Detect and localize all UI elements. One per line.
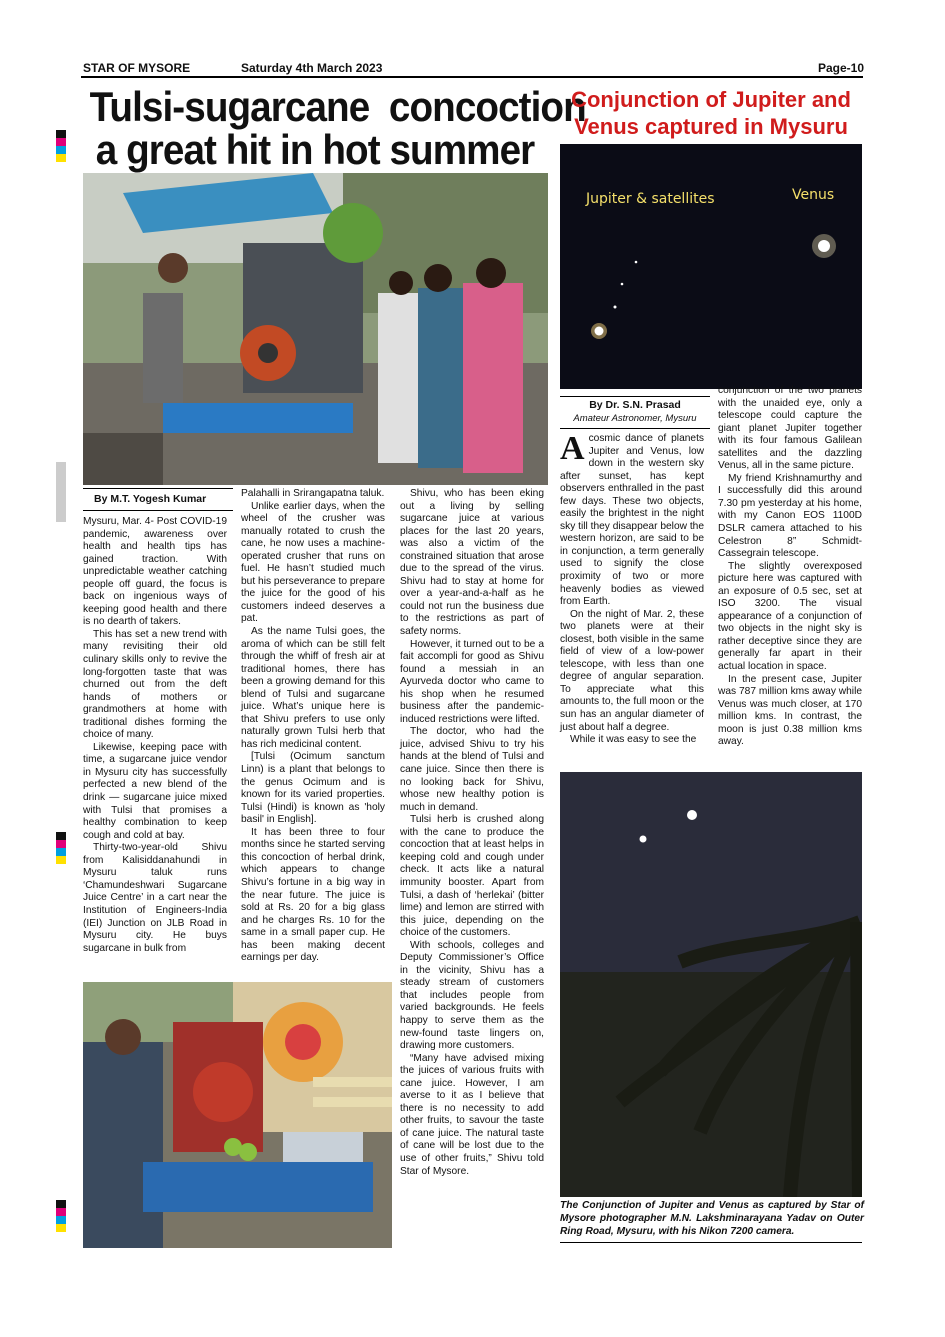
story1-col3-para: With schools, colleges and Deputy Commissioner’s Office in the vicinity, Shivu has a steady stream of customers that includes people from varied backgrounds. He feels happy to serve them as the new-found taste lingers on, drawing more customers. [400, 939, 544, 1052]
telescope-photo [560, 144, 862, 389]
story1-col2-para: As the name Tulsi goes, the aroma of which can be still felt through the whiff of fresh air at traditional homes, there has been a growing demand for this blend of Tulsi and sugarcane juice. What’s unique here is that Shivu prefers to use only naturally grown Tulsi herb that has rich medicinal content. [241, 626, 385, 750]
story1-byline: By M.T. Yogesh Kumar [94, 493, 207, 505]
story2-col2-para: conjunction of the two planets with the unaided eye, only a telescope could capture the giant planet Jupiter together with its four famous Galilean satellites and the dazzling Venus, all in the same picture. [718, 385, 862, 472]
story1-col2-para: Unlike earlier days, when the wheel of the crusher was manually rotated to crush the cane, he now uses a machine-operated crusher that runs on fuel. He hasn’t studied much but his perseverance to prepare the juice for the good of his customers indeed deserves a pat. [241, 500, 385, 625]
story1-col1-para: Mysuru, Mar. 4- Post COVID-19 pandemic, awareness over health and health tips has gained traction. With unpredictable weather catching people off guard, the focus is back on ingenious ways of keeping good health and there is no dearth of takers. [83, 516, 227, 628]
story2-byline-role: Amateur Astronomer, Mysuru [573, 413, 697, 424]
story1-col2-para: It has been three to four months since he started serving this concoction of herbal drink, which appears to change Shivu’s fortune in a big way in the near future. The juice is sold at Rs. 20 for a big glass and he charges Rs. 10 for the same in a small paper cup. He has been making decent earnings per day. [241, 826, 385, 964]
photo-label-venus: Venus [792, 187, 835, 203]
story1-col1-para: This has set a new trend with many revisiting their old culinary skills only to revive the long-forgotten taste that was churned out from the deft hands of mothers or grandmothers at home with traditional dishes forming the choice of many. [83, 628, 227, 741]
story1-col3-para: Tulsi herb is crushed along with the cane to produce the concoction that at least helps in keeping cold and cough under check. It acts like a natural immunity booster. Apart from Tulsi, a dash of ‘herlekai’ (bitter lime) and lemon are stirred with this juice, depending on the choice of the customers. [400, 814, 544, 939]
night-sky-caption: The Conjunction of Jupiter and Venus as captured by Star of Mysore photographer M.N. Lakshminarayana Yadav on Outer Ring Road, Mysuru, with his Nikon 7200 camera. [560, 1200, 864, 1237]
story1-col1-para: Likewise, keeping pace with time, a sugarcane juice vendor in Mysuru city has successfully perfected a new blend of the drink — sugarcane juice mixed with Tulsi that promises a healthy combination to keep cough and cold at bay. [83, 741, 227, 841]
registration-marks-bottom [56, 1200, 66, 1232]
issue-date: Saturday 4th March 2023 [241, 61, 383, 75]
story1-column-1 [83, 516, 227, 955]
story2-col2-para: The slightly overexposed picture here was captured with an exposure of 0.5 sec, set at ISO 3200. The visual appearance of a conjunction of two objects in the night sky is rather deceptive since they are generally far apart in their actual location in space. [718, 560, 862, 673]
story1-headline-line2: a great hit in hot summer [95, 126, 535, 173]
story1-byline-rule [83, 488, 233, 489]
registration-marks-top [56, 130, 66, 162]
story2-headline-line1: Conjunction of Jupiter and [571, 87, 851, 112]
story1-col2-para: Palahalli in Srirangapatna taluk. [241, 488, 385, 499]
night-sky-photo [560, 772, 862, 1197]
story2-byline: By Dr. S.N. Prasad [589, 399, 681, 411]
story2-col2-para: In the present case, Jupiter was 787 million kms away while Venus was much closer, at 170 million kms. In contrast, the moon is just 0.38 million kms away. [718, 673, 862, 748]
story2-column-1 [560, 430, 704, 747]
juice-cart-photo [83, 173, 548, 485]
story1-col3-para: However, it turned out to be a fait accompli for good as Shivu found a messiah in an Ayurveda doctor who came to his shop when he resumed business after the pandemic-induced restrictions were lifted. [400, 638, 544, 725]
header-rule [81, 76, 863, 78]
registration-marks-middle [56, 462, 66, 522]
drop-cap: A [560, 430, 585, 467]
masthead-name: STAR OF MYSORE [83, 61, 191, 75]
story2-col1-para [560, 430, 704, 609]
story2-byline-rule [560, 396, 710, 397]
story1-col3-para: Shivu, who has been eking out a living by selling sugarcane juice at various places for the last 20 years, was also a victim of the constrained situation that arose due to the spread of the virus. Shivu had to stay at home for over a year-and-a-half as he could not run the business due to the restrictions as part of safety norms. [400, 488, 544, 638]
story2-col1-first-text: cosmic dance of planets Jupiter and Venus, low down in the western sky after sunset, has kept observers enthralled in the past few days. These two objects, easily the brightest in the night sky till they disappear below the western horizon, are said to be in conjunction, a term generally used to signify the close proximity of two or more heavenly bodies as viewed from Earth. [560, 433, 704, 608]
story2-column-2 [718, 385, 862, 749]
registration-marks-mid2 [56, 832, 66, 864]
story1-col3-para: The doctor, who had the juice, advised Shivu to try his hands at the blend of Tulsi and cane juice. Since then there is no looking back for Shivu, whose new healthy potion is much in demand. [400, 726, 544, 813]
story1-col1-para: Thirty-two-year-old Shivu from Kalisiddanahundi in Mysuru taluk runs ‘Chamundeshwari Sugarcane Juice Centre’ in a cart near the Institution of Engineers-India (IEI) Junction on JLB Road in Mysuru city. He buys sugarcane in bulk from [83, 842, 227, 954]
page-number: Page-10 [818, 61, 865, 75]
story2-col1-para: On the night of Mar. 2, these two planets were at their closest, both visible in the same field of view of a low-power telescope, with less than one degree of angular separation. To appreciate what this amounts to, the full moon or the sun has an angular diameter of just about half a degree. [560, 608, 704, 733]
story1-headline-line1: Tulsi-sugarcane concoction [89, 83, 586, 130]
story2-col2-para: My friend Krishnamurthy and I successfully did this around 7.30 pm yesterday at his home, with my Canon EOS 1100D DSLR camera attached to his Celestron 8” Schmidt-Cassegrain telescope. [718, 472, 862, 560]
story1-column-3 [400, 488, 544, 1178]
photo-label-jupiter: Jupiter & satellites [586, 191, 715, 207]
story1-col2-para: [Tulsi (Ocimum sanctum Linn) is a plant that belongs to the genus Ocimum and is known for its varied properties. Tulsi (Hindi) is known as 'holy basil' in English]. [241, 751, 385, 826]
story1-byline-rule-bottom [83, 510, 233, 511]
story2-headline-line2: Venus captured in Mysuru [574, 114, 848, 139]
story1-column-2 [241, 488, 385, 965]
story2-byline-rule-bottom [560, 428, 710, 429]
story2-col1-para: While it was easy to see the [570, 734, 697, 746]
caption-rule [560, 1242, 862, 1243]
story1-col3-para: “Many have advised mixing the juices of various fruits with cane juice. However, I am averse to it as I believe that there is no necessity to add other fruits, to savour the taste of cane juice. The natural taste of cane will be lost due to the use of other fruits,” Shivu told Star of Mysore. [400, 1052, 544, 1177]
vendor-photo [83, 982, 392, 1248]
